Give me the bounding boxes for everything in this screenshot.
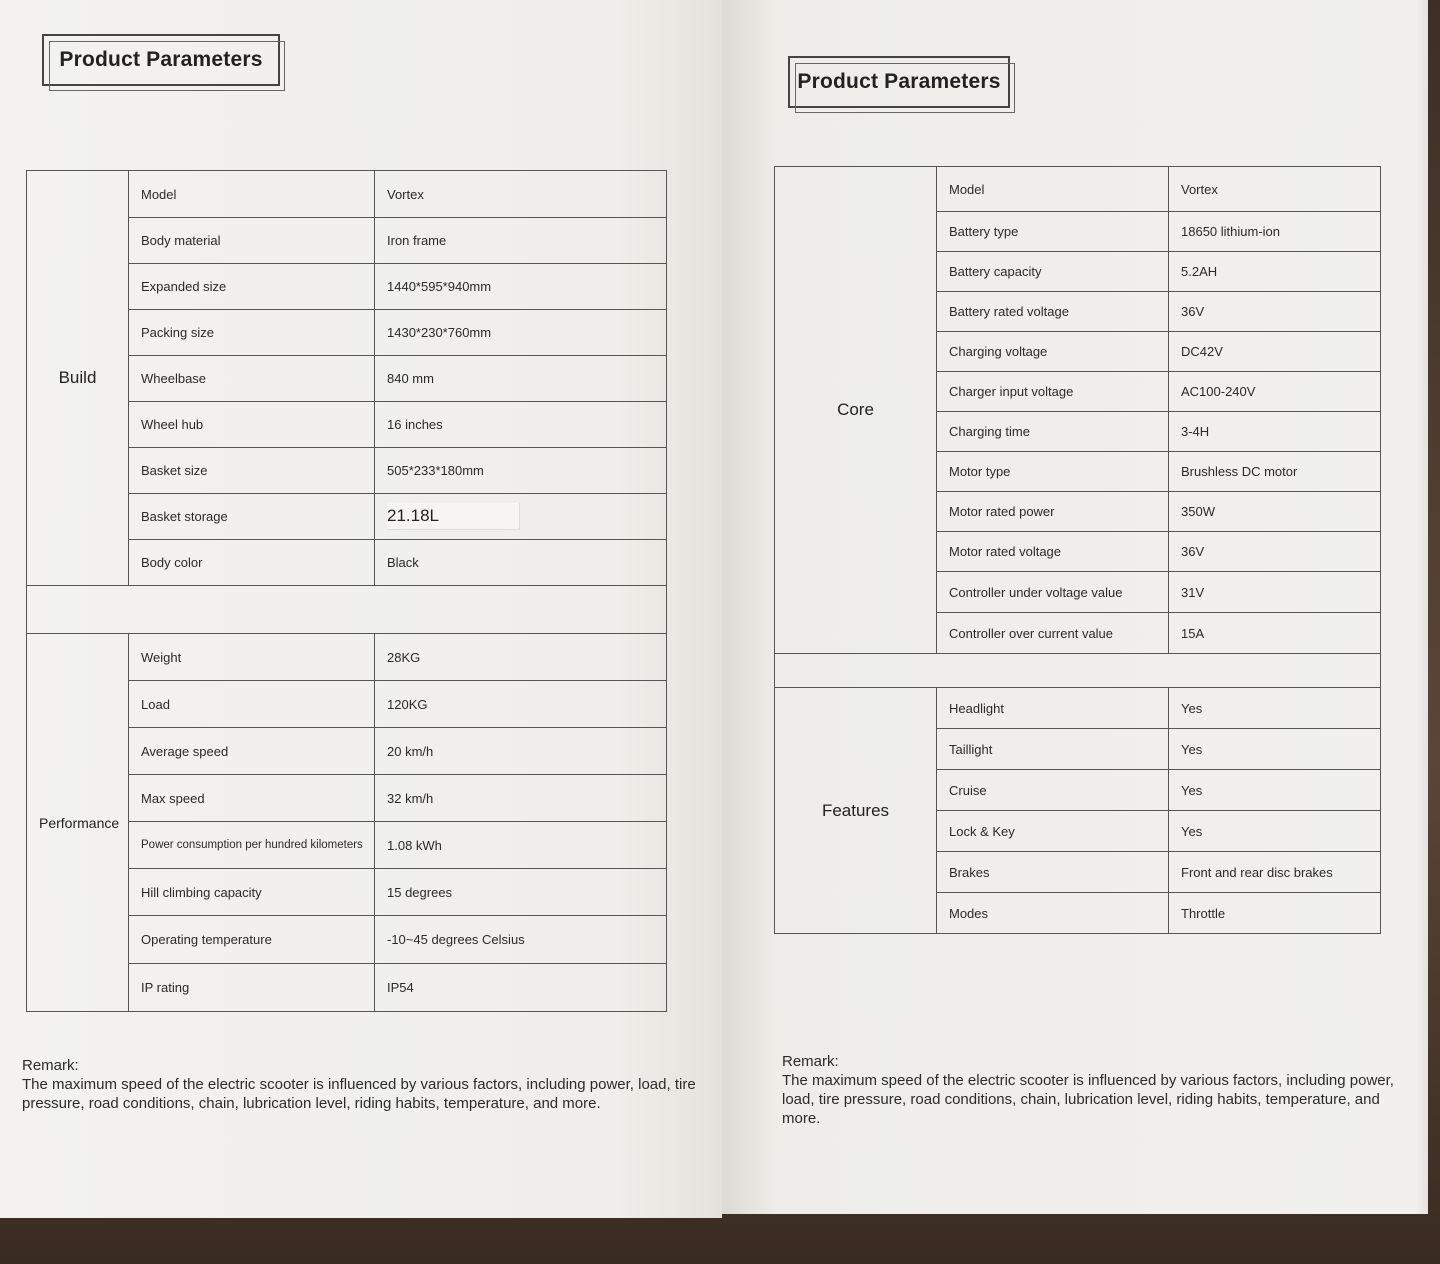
row-value: 505*233*180mm [375, 448, 667, 494]
left-page-title: Product Parameters [59, 48, 263, 71]
row-label: IP rating [129, 964, 375, 1012]
row-label: Packing size [129, 310, 375, 356]
row-label: Basket size [129, 448, 375, 494]
spacer-cell [27, 586, 667, 634]
row-label: Lock & Key [937, 811, 1169, 852]
row-label: Power consumption per hundred kilometers [129, 822, 375, 869]
row-label: Motor rated power [937, 492, 1169, 532]
row-label: Charging time [937, 412, 1169, 452]
section-label-features: Features [775, 688, 937, 934]
row-value: 5.2AH [1169, 252, 1381, 292]
row-label: Headlight [937, 688, 1169, 729]
row-label: Wheel hub [129, 402, 375, 448]
row-value: DC42V [1169, 332, 1381, 372]
row-value: Black [375, 540, 667, 586]
row-label: Controller over current value [937, 613, 1169, 654]
row-label: Expanded size [129, 264, 375, 310]
row-value: 15A [1169, 613, 1381, 654]
pasted-value-label: 21.18L [387, 503, 520, 530]
left-page [0, 0, 722, 1218]
remark-label: Remark: [22, 1057, 79, 1074]
section-label-core: Core [775, 167, 937, 654]
remark-label: Remark: [782, 1053, 839, 1070]
row-value: 36V [1169, 532, 1381, 572]
row-label: Taillight [937, 729, 1169, 770]
row-label: Operating temperature [129, 916, 375, 964]
table-row [27, 171, 667, 218]
spacer-cell [775, 654, 1381, 688]
row-value: Front and rear disc brakes [1169, 852, 1381, 893]
row-label: Max speed [129, 775, 375, 822]
table-row [27, 634, 667, 681]
row-value: Vortex [1169, 167, 1381, 212]
row-value: 3-4H [1169, 412, 1381, 452]
row-value: 16 inches [375, 402, 667, 448]
right-page [722, 0, 1428, 1214]
row-value: Yes [1169, 770, 1381, 811]
row-value: 1.08 kWh [375, 822, 667, 869]
left-title-box [42, 34, 280, 86]
row-value: 18650 lithium-ion [1169, 212, 1381, 252]
row-label: Brakes [937, 852, 1169, 893]
row-label: Body material [129, 218, 375, 264]
row-value: 1440*595*940mm [375, 264, 667, 310]
row-value: 350W [1169, 492, 1381, 532]
row-value: Yes [1169, 729, 1381, 770]
row-value: 1430*230*760mm [375, 310, 667, 356]
table-row [775, 167, 1381, 212]
left-spec-table [26, 170, 667, 1012]
row-value: 28KG [375, 634, 667, 681]
remark-text: The maximum speed of the electric scooter is influenced by various factors, including power, load, tire pressure, road conditions, chain, lubrication level, riding habits, temperature, and more. [22, 1076, 696, 1112]
row-value: 31V [1169, 572, 1381, 613]
remark-text: The maximum speed of the electric scooter is influenced by various factors, including power, load, tire pressure, road conditions, chain, lubrication level, riding habits, temperature, and more. [782, 1072, 1394, 1127]
row-value: Yes [1169, 688, 1381, 729]
row-value: Iron frame [375, 218, 667, 264]
row-value: -10~45 degrees Celsius [375, 916, 667, 964]
row-label: Motor rated voltage [937, 532, 1169, 572]
row-value: 20 km/h [375, 728, 667, 775]
right-title-box [788, 56, 1010, 108]
section-spacer-row [27, 586, 667, 634]
right-page-title: Product Parameters [797, 70, 1001, 93]
row-value-cell [375, 494, 667, 540]
row-label: Model [937, 167, 1169, 212]
row-label: Load [129, 681, 375, 728]
row-value: 840 mm [375, 356, 667, 402]
row-label: Controller under voltage value [937, 572, 1169, 613]
row-value: 36V [1169, 292, 1381, 332]
section-label-performance: Performance [27, 634, 129, 1012]
row-label: Body color [129, 540, 375, 586]
row-label: Model [129, 171, 375, 218]
table-row [775, 688, 1381, 729]
row-value: AC100-240V [1169, 372, 1381, 412]
row-value: Vortex [375, 171, 667, 218]
section-label-build: Build [27, 171, 129, 586]
section-spacer-row [775, 654, 1381, 688]
row-label: Motor type [937, 452, 1169, 492]
row-value: 15 degrees [375, 869, 667, 916]
row-value: 120KG [375, 681, 667, 728]
row-value: 32 km/h [375, 775, 667, 822]
row-label: Battery capacity [937, 252, 1169, 292]
row-label: Average speed [129, 728, 375, 775]
right-spec-table [774, 166, 1381, 934]
right-remark [782, 1052, 1422, 1128]
row-value: IP54 [375, 964, 667, 1012]
row-value: Throttle [1169, 893, 1381, 934]
row-value: Brushless DC motor [1169, 452, 1381, 492]
row-label: Charger input voltage [937, 372, 1169, 412]
row-label: Charging voltage [937, 332, 1169, 372]
row-label: Battery type [937, 212, 1169, 252]
row-value: Yes [1169, 811, 1381, 852]
row-label: Battery rated voltage [937, 292, 1169, 332]
row-label: Weight [129, 634, 375, 681]
row-label: Wheelbase [129, 356, 375, 402]
row-label: Basket storage [129, 494, 375, 540]
row-label: Hill climbing capacity [129, 869, 375, 916]
row-label: Cruise [937, 770, 1169, 811]
row-label: Modes [937, 893, 1169, 934]
left-remark [22, 1056, 712, 1113]
